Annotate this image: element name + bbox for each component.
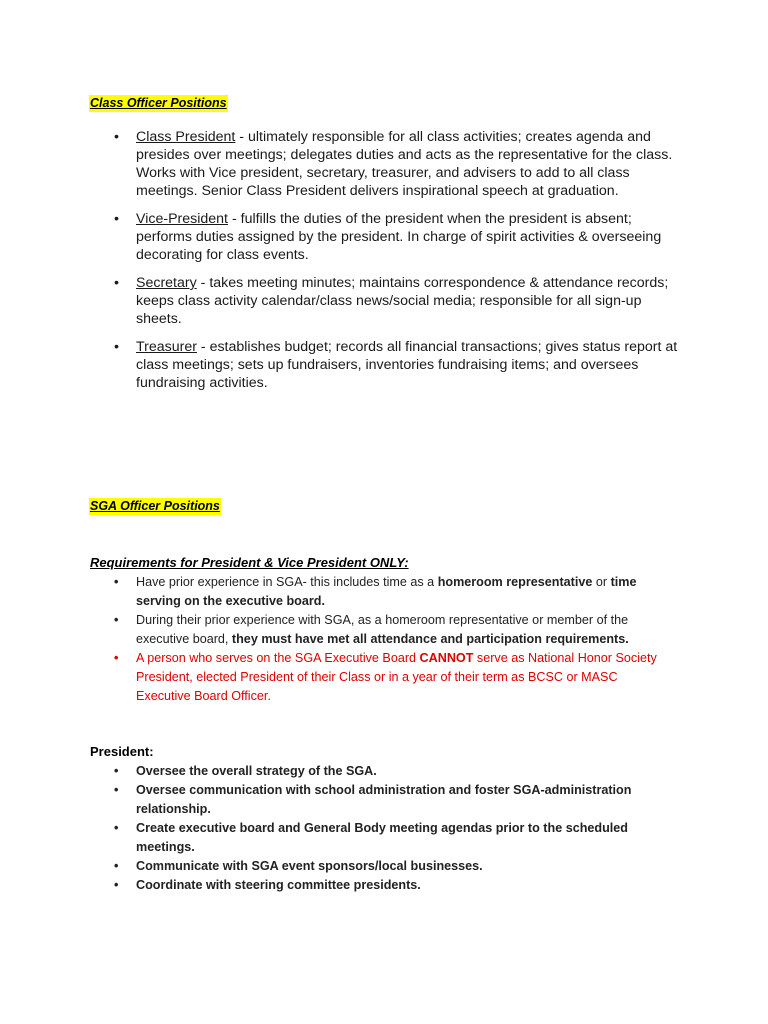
role-name: Secretary [136, 275, 197, 291]
bullet-icon: • [114, 859, 119, 873]
role-description: - establishes budget; records all financial transactions; gives status report at class meetings; sets up fundraisers, inventories fundraising items; and oversees fundraising activities. [136, 339, 678, 391]
role-description: - fulfills the duties of the president when the president is absent; performs duties assigned by the president. In charge of spirit activities & overseeing decorating for class events. [136, 211, 662, 263]
role-description: - ultimately responsible for all class activities; creates agenda and presides over meetings; delegates duties and acts as the representative for the class. Works with Vice president, secretary, treasurer, and advisers to add to all class meetings. Senior Class President delivers inspirational speech at graduation. [136, 129, 673, 199]
list-item [110, 274, 690, 328]
list-item: • Coordinate with steering committee presidents. [110, 876, 670, 895]
list-item: • Oversee the overall strategy of the SGA. [110, 762, 670, 781]
bullet-icon: • [114, 613, 119, 627]
list-item [110, 338, 690, 392]
class-officer-list [110, 128, 690, 402]
list-item: • During their prior experience with SGA, as a homeroom representative or member of the executive board, they must have met all attendance and participation requirements. [114, 613, 629, 646]
role-name: Class President [136, 129, 236, 145]
list-item-warning: • A person who serves on the SGA Executive Board CANNOT serve as National Honor Society President, elected President of their Class or in a year of their term as BCSC or MASC Executive Board Officer. [114, 651, 657, 703]
bullet-icon: • [114, 339, 119, 355]
bullet-icon: • [114, 129, 119, 145]
bullet-icon: • [114, 275, 119, 291]
list-item: • Oversee communication with school administration and foster SGA-administration relationship. [114, 783, 632, 816]
president-heading: President: [90, 744, 154, 759]
role-name: Vice-President [136, 211, 229, 227]
class-officer-heading: Class Officer Positions [90, 96, 227, 110]
requirements-list [110, 573, 670, 706]
list-item [110, 210, 690, 264]
list-item: • Communicate with SGA event sponsors/local businesses. [110, 857, 670, 876]
bullet-icon: • [114, 783, 119, 797]
bullet-icon: • [114, 575, 119, 589]
role-description: - takes meeting minutes; maintains correspondence & attendance records; keeps class activity calendar/class news/social media; responsible for all sign-up sheets. [136, 275, 669, 327]
list-item: • Create executive board and General Body meeting agendas prior to the scheduled meetings. [114, 821, 628, 854]
bullet-icon: • [114, 651, 119, 665]
list-item [110, 128, 690, 200]
bullet-icon: • [114, 211, 119, 227]
sga-officer-heading: SGA Officer Positions [90, 499, 220, 513]
bullet-icon: • [114, 821, 119, 835]
role-name: Treasurer [136, 339, 197, 355]
bullet-icon: • [114, 878, 119, 892]
president-duties-list [110, 762, 670, 895]
requirements-heading: Requirements for President & Vice President ONLY: [90, 555, 409, 570]
bullet-icon: • [114, 764, 119, 778]
list-item: • Have prior experience in SGA- this includes time as a homeroom representative or time serving on the executive board. [114, 575, 637, 608]
